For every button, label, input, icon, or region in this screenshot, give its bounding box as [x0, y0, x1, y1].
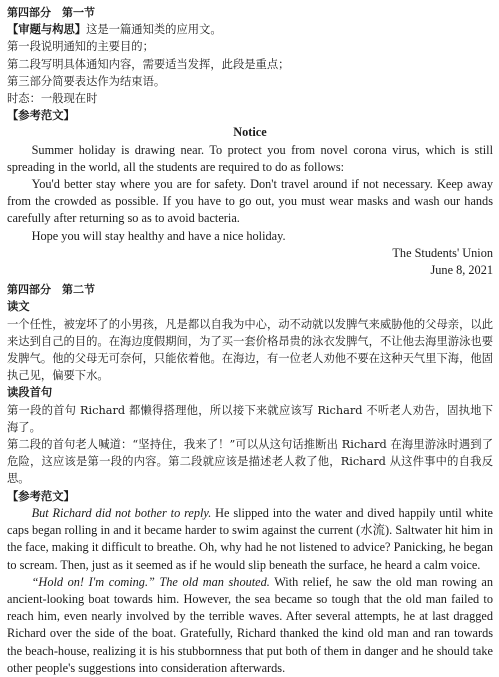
outline-item: 时态：一般现在时 [7, 92, 98, 106]
reference-label-2: 【参考范文】 [7, 488, 75, 503]
story-paragraph-1 [7, 505, 493, 574]
story-text: With relief, he saw the old man rowing an ancient-looking boat towards him. However, the sea became so tough that the old man failed to reach him, even nearly involved by the terrible waves. After several attempts, he at last dragged Richard over the side of the boat. Gratefully, Richard thanked the kind old man and ran towards the beach-house, realizing it is his stubbornness that put both of them in danger and he should take other people's suggestions into consideration afterwards. [7, 574, 493, 675]
essay-paragraph: You'd better stay where you are for safety. Don't travel around if not necessary. Keep away from the crowded as possible. If you have to go out, you must wear masks and wash our hands carefully after returning so as to avoid bacteria. [7, 177, 493, 226]
first-sentence-note: 第一段的首句 Richard 都懒得搭理他，所以接下来就应该写 Richard 不听老人劝告，固执地下海了。 [7, 403, 493, 434]
essay-paragraph: Hope you will stay healthy and have a nice holiday. [31, 228, 286, 243]
outline-item: 第三部分简要表达作为结束语。 [7, 74, 166, 88]
section-title-1: 第四部分 第一节 [7, 6, 95, 19]
essay-paragraph: Summer holiday is drawing near. To protect you from novel corona virus, which is still spreading in the world, all the students are required to do as follows: [7, 142, 493, 174]
story-text: He slipped into the water and dived happily until white caps began rolling in and it became harder to swim against the current (水流). Saltwater hit him in the face, making it difficult to breathe. Oh, why had he not listened to advice? Panicking, he began to scream. Then, just as it seemed as if he would slip beneath the surface, he heard a calm voice. [7, 505, 494, 572]
read-summary: 一个任性，被宠坏了的小男孩，凡是都以自我为中心，动不动就以发脾气来威胁他的父母亲，以此来达到自己的目的。在海边度假期间，为了买一套价格昂贵的泳衣发脾气，不让他去海里游泳也要发脾气。他的父母无可奈何，只能依着他。在海边，有一位老人劝他不要在这种天气里下海，他固执己见，偏要下水。 [7, 317, 493, 383]
essay-title: Notice [233, 125, 267, 140]
reference-label-1: 【参考范文】 [7, 108, 75, 123]
section-title-2: 第四部分 第二节 [7, 283, 95, 297]
first-sentence-label: 读段首句 [7, 385, 53, 400]
read-label: 读文 [7, 299, 30, 314]
essay-date: June 8, 2021 [430, 263, 493, 278]
story-paragraph-2 [7, 574, 493, 677]
outline-item: 第一段说明通知的主要目的； [7, 40, 154, 54]
first-sentence-note: 第二段的首句老人喊道：“坚持住，我来了！”可以从这句话推断出 Richard 在海里游泳时遇到了危险，这应该是第一段的内容。第二段就应该是描述老人救了他，Richard 从这件事中的自我反思。 [7, 438, 493, 486]
story-opening-sentence: “Hold on! I'm coming.” The old man shouted. [31, 574, 270, 589]
outline-item: 第二段写明具体通知内容，需要适当发挥，此段是重点； [7, 57, 290, 71]
review-text: 这是一篇通知类的应用文。 [86, 23, 222, 37]
review-line [7, 21, 493, 38]
essay-signature: The Students' Union [392, 245, 493, 260]
review-label: 【审题与构思】 [7, 22, 87, 37]
story-opening-sentence: But Richard did not bother to reply. [31, 505, 212, 520]
